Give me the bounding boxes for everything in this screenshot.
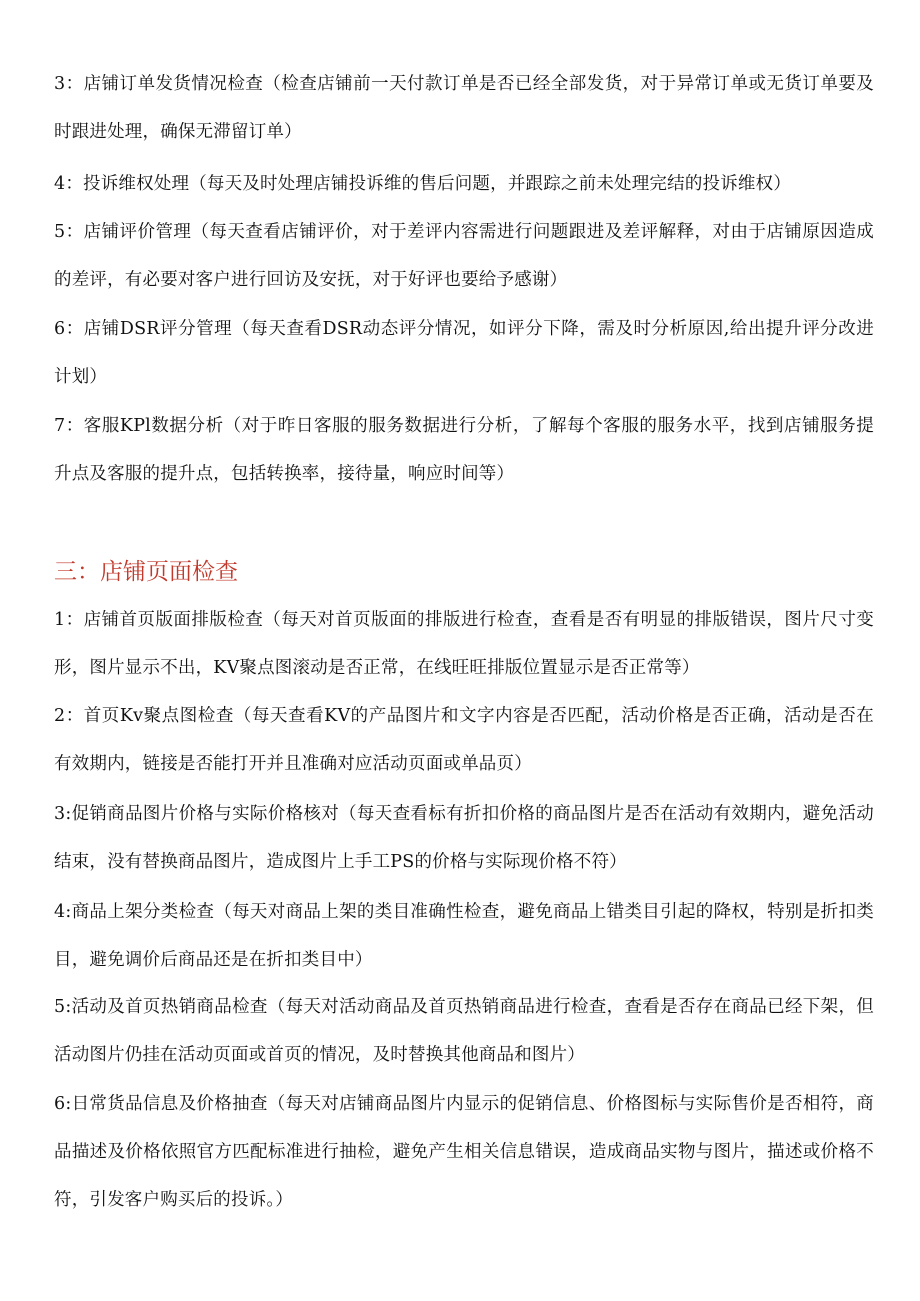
paragraph-kv-focus-image-check: 2：首页Kv聚点图检查（每天查看KV的产品图片和文字内容是否匹配，活动价格是否正确，活动是否在有效期内，链接是否能打开并且准确对应活动页面或单品页） xyxy=(54,706,874,774)
paragraph-category-check: 4:商品上架分类检查（每天对商品上架的类目准确性检查，避免商品上错类目引起的降权，特别是折扣类目，避免调价后商品还是在折扣类目中） xyxy=(54,902,874,970)
paragraph-homepage-layout-check: 1：店铺首页版面排版检查（每天对首页版面的排版进行检查，查看是否有明显的排版错误，图片尺寸变形，图片显示不出，KV聚点图滚动是否正常，在线旺旺排版位置显示是否正常等） xyxy=(54,610,874,678)
paragraph-complaint-handling: 4：投诉维权处理（每天及时处理店铺投诉维的售后问题，并跟踪之前未处理完结的投诉维权） xyxy=(54,174,792,194)
paragraph-promo-price-check: 3:促销商品图片价格与实际价格核对（每天查看标有折扣价格的商品图片是否在活动有效期内，避免活动结束，没有替换商品图片，造成图片上手工PS的价格与实际现价格不符） xyxy=(54,804,874,872)
paragraph-kpi-analysis: 7：客服KPl数据分析（对于昨日客服的服务数据进行分析，了解每个客服的服务水平，找到店铺服务提升点及客服的提升点，包括转换率，接待量，响应时间等） xyxy=(54,416,874,484)
paragraph-hot-products-check: 5:活动及首页热销商品检查（每天对活动商品及首页热销商品进行检查，查看是否存在商品已经下架，但活动图片仍挂在活动页面或首页的情况，及时替换其他商品和图片） xyxy=(54,997,874,1065)
paragraph-order-shipping-check: 3：店铺订单发货情况检查（检查店铺前一天付款订单是否已经全部发货，对于异常订单或无货订单要及时跟进处理，确保无滞留订单） xyxy=(54,74,874,142)
paragraph-dsr-management: 6：店铺DSR评分管理（每天查看DSR动态评分情况，如评分下降，需及时分析原因,给出提升评分改进计划） xyxy=(54,319,874,387)
paragraph-info-price-spot-check: 6:日常货品信息及价格抽查（每天对店铺商品图片内显示的促销信息、价格图标与实际售价是否相符，商品描述及价格依照官方匹配标准进行抽检，避免产生相关信息错误，造成商品实物与图片，描述或价格不符，引发客户购买后的投诉。） xyxy=(54,1094,874,1210)
section-heading-page-check: 三：店铺页面检查 xyxy=(54,559,238,585)
paragraph-review-management: 5：店铺评价管理（每天查看店铺评价，对于差评内容需进行问题跟进及差评解释，对由于店铺原因造成的差评，有必要对客户进行回访及安抚，对于好评也要给予感谢） xyxy=(54,222,874,290)
